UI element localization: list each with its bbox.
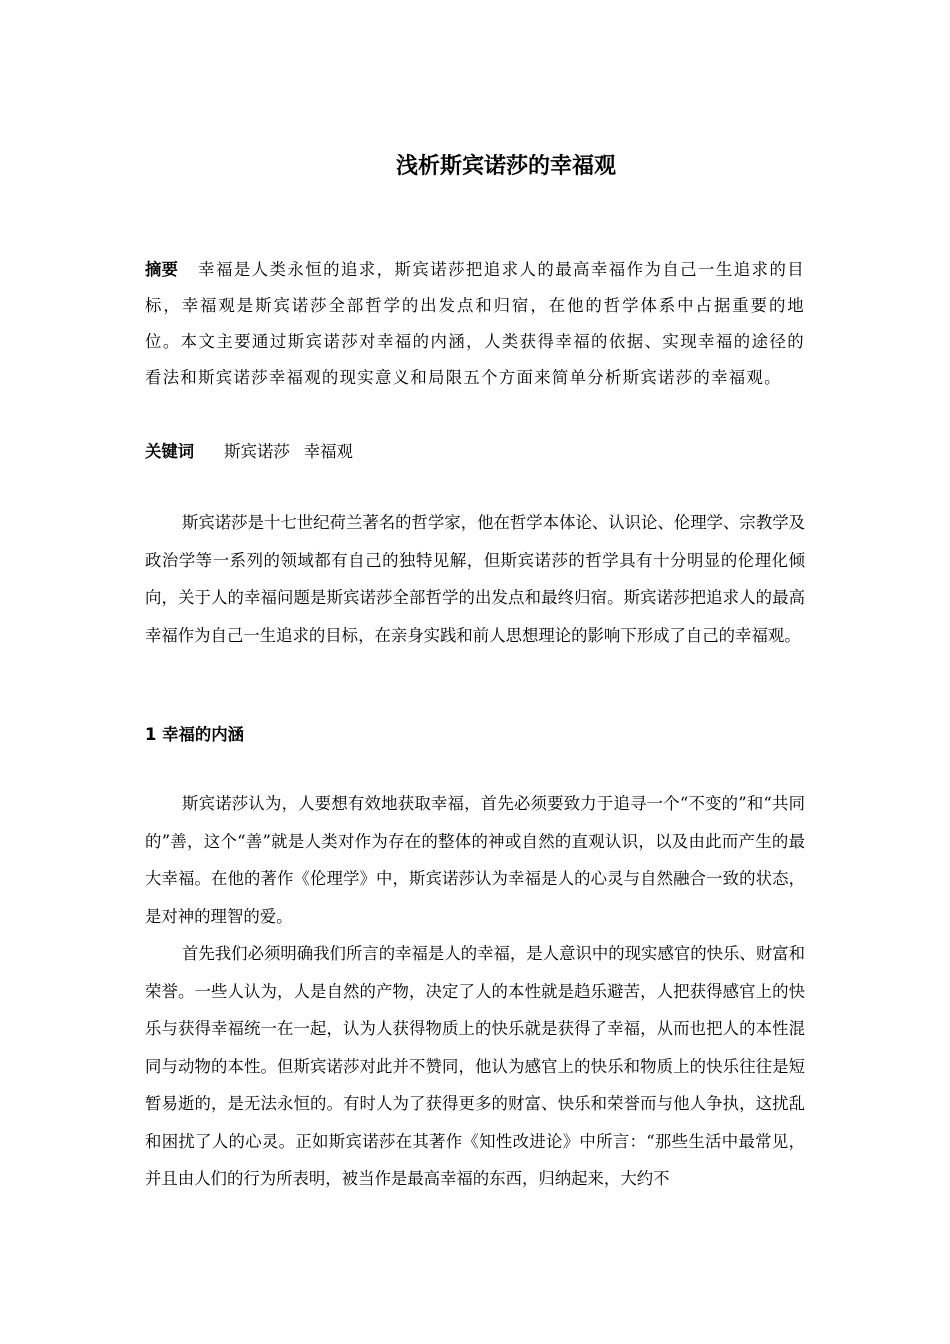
abstract-paragraph [145, 252, 805, 396]
keywords-label: 关键词 [145, 442, 195, 461]
page-title: 浅析斯宾诺莎的幸福观 [395, 153, 616, 179]
keywords-line [145, 434, 805, 470]
abstract-text: 幸福是人类永恒的追求，斯宾诺莎把追求人的最高幸福作为自己一生追求的目标，幸福观是斯宾诺莎全部哲学的出发点和归宿，在他的哲学体系中占据重要的地位。本文主要通过斯宾诺莎对幸福的内涵，人类获得幸福的依据、实现幸福的途径的看法和斯宾诺莎幸福观的现实意义和局限五个方面来简单分析斯宾诺莎的幸福观。 [145, 260, 805, 387]
abstract-label: 摘要 [145, 260, 179, 279]
intro-paragraph: 斯宾诺莎是十七世纪荷兰著名的哲学家，他在哲学本体论、认识论、伦理学、宗教学及政治学等一系列的领域都有自己的独特见解，但斯宾诺莎的哲学具有十分明显的伦理化倾向，关于人的幸福问题是斯宾诺莎全部哲学的出发点和最终归宿。斯宾诺莎把追求人的最高幸福作为自己一生追求的目标，在亲身实践和前人思想理论的影响下形成了自己的幸福观。 [145, 513, 805, 645]
section-heading: 1 幸福的内涵 [145, 725, 245, 744]
keyword-item: 斯宾诺莎 [224, 442, 290, 461]
keyword-item: 幸福观 [303, 442, 353, 461]
body-paragraph: 首先我们必须明确我们所言的幸福是人的幸福，是人意识中的现实感官的快乐、财富和荣誉。一些人认为，人是自然的产物，决定了人的本性就是趋乐避苦，人把获得感官上的快乐与获得幸福统一在一起，认为人获得物质上的快乐就是获得了幸福，从而也把人的本性混同与动物的本性。但斯宾诺莎对此并不赞同，他认为感官上的快乐和物质上的快乐往往是短暂易逝的，是无法永恒的。有时人为了获得更多的财富、快乐和荣誉而与他人争执，这扰乱和困扰了人的心灵。正如斯宾诺莎在其著作《知性改进论》中所言：“那些生活中最常见，并且由人们的行为所表明，被当作是最高幸福的东西，归纳起来，大约不 [145, 944, 805, 1188]
body-paragraph: 斯宾诺莎认为，人要想有效地获取幸福，首先必须要致力于追寻一个“不变的”和“共同的”善，这个“善”就是人类对作为存在的整体的神或自然的直观认识，以及由此而产生的最大幸福。在他的著作《伦理学》中，斯宾诺莎认为幸福是人的心灵与自然融合一致的状态，是对神的理智的爱。 [145, 794, 805, 926]
